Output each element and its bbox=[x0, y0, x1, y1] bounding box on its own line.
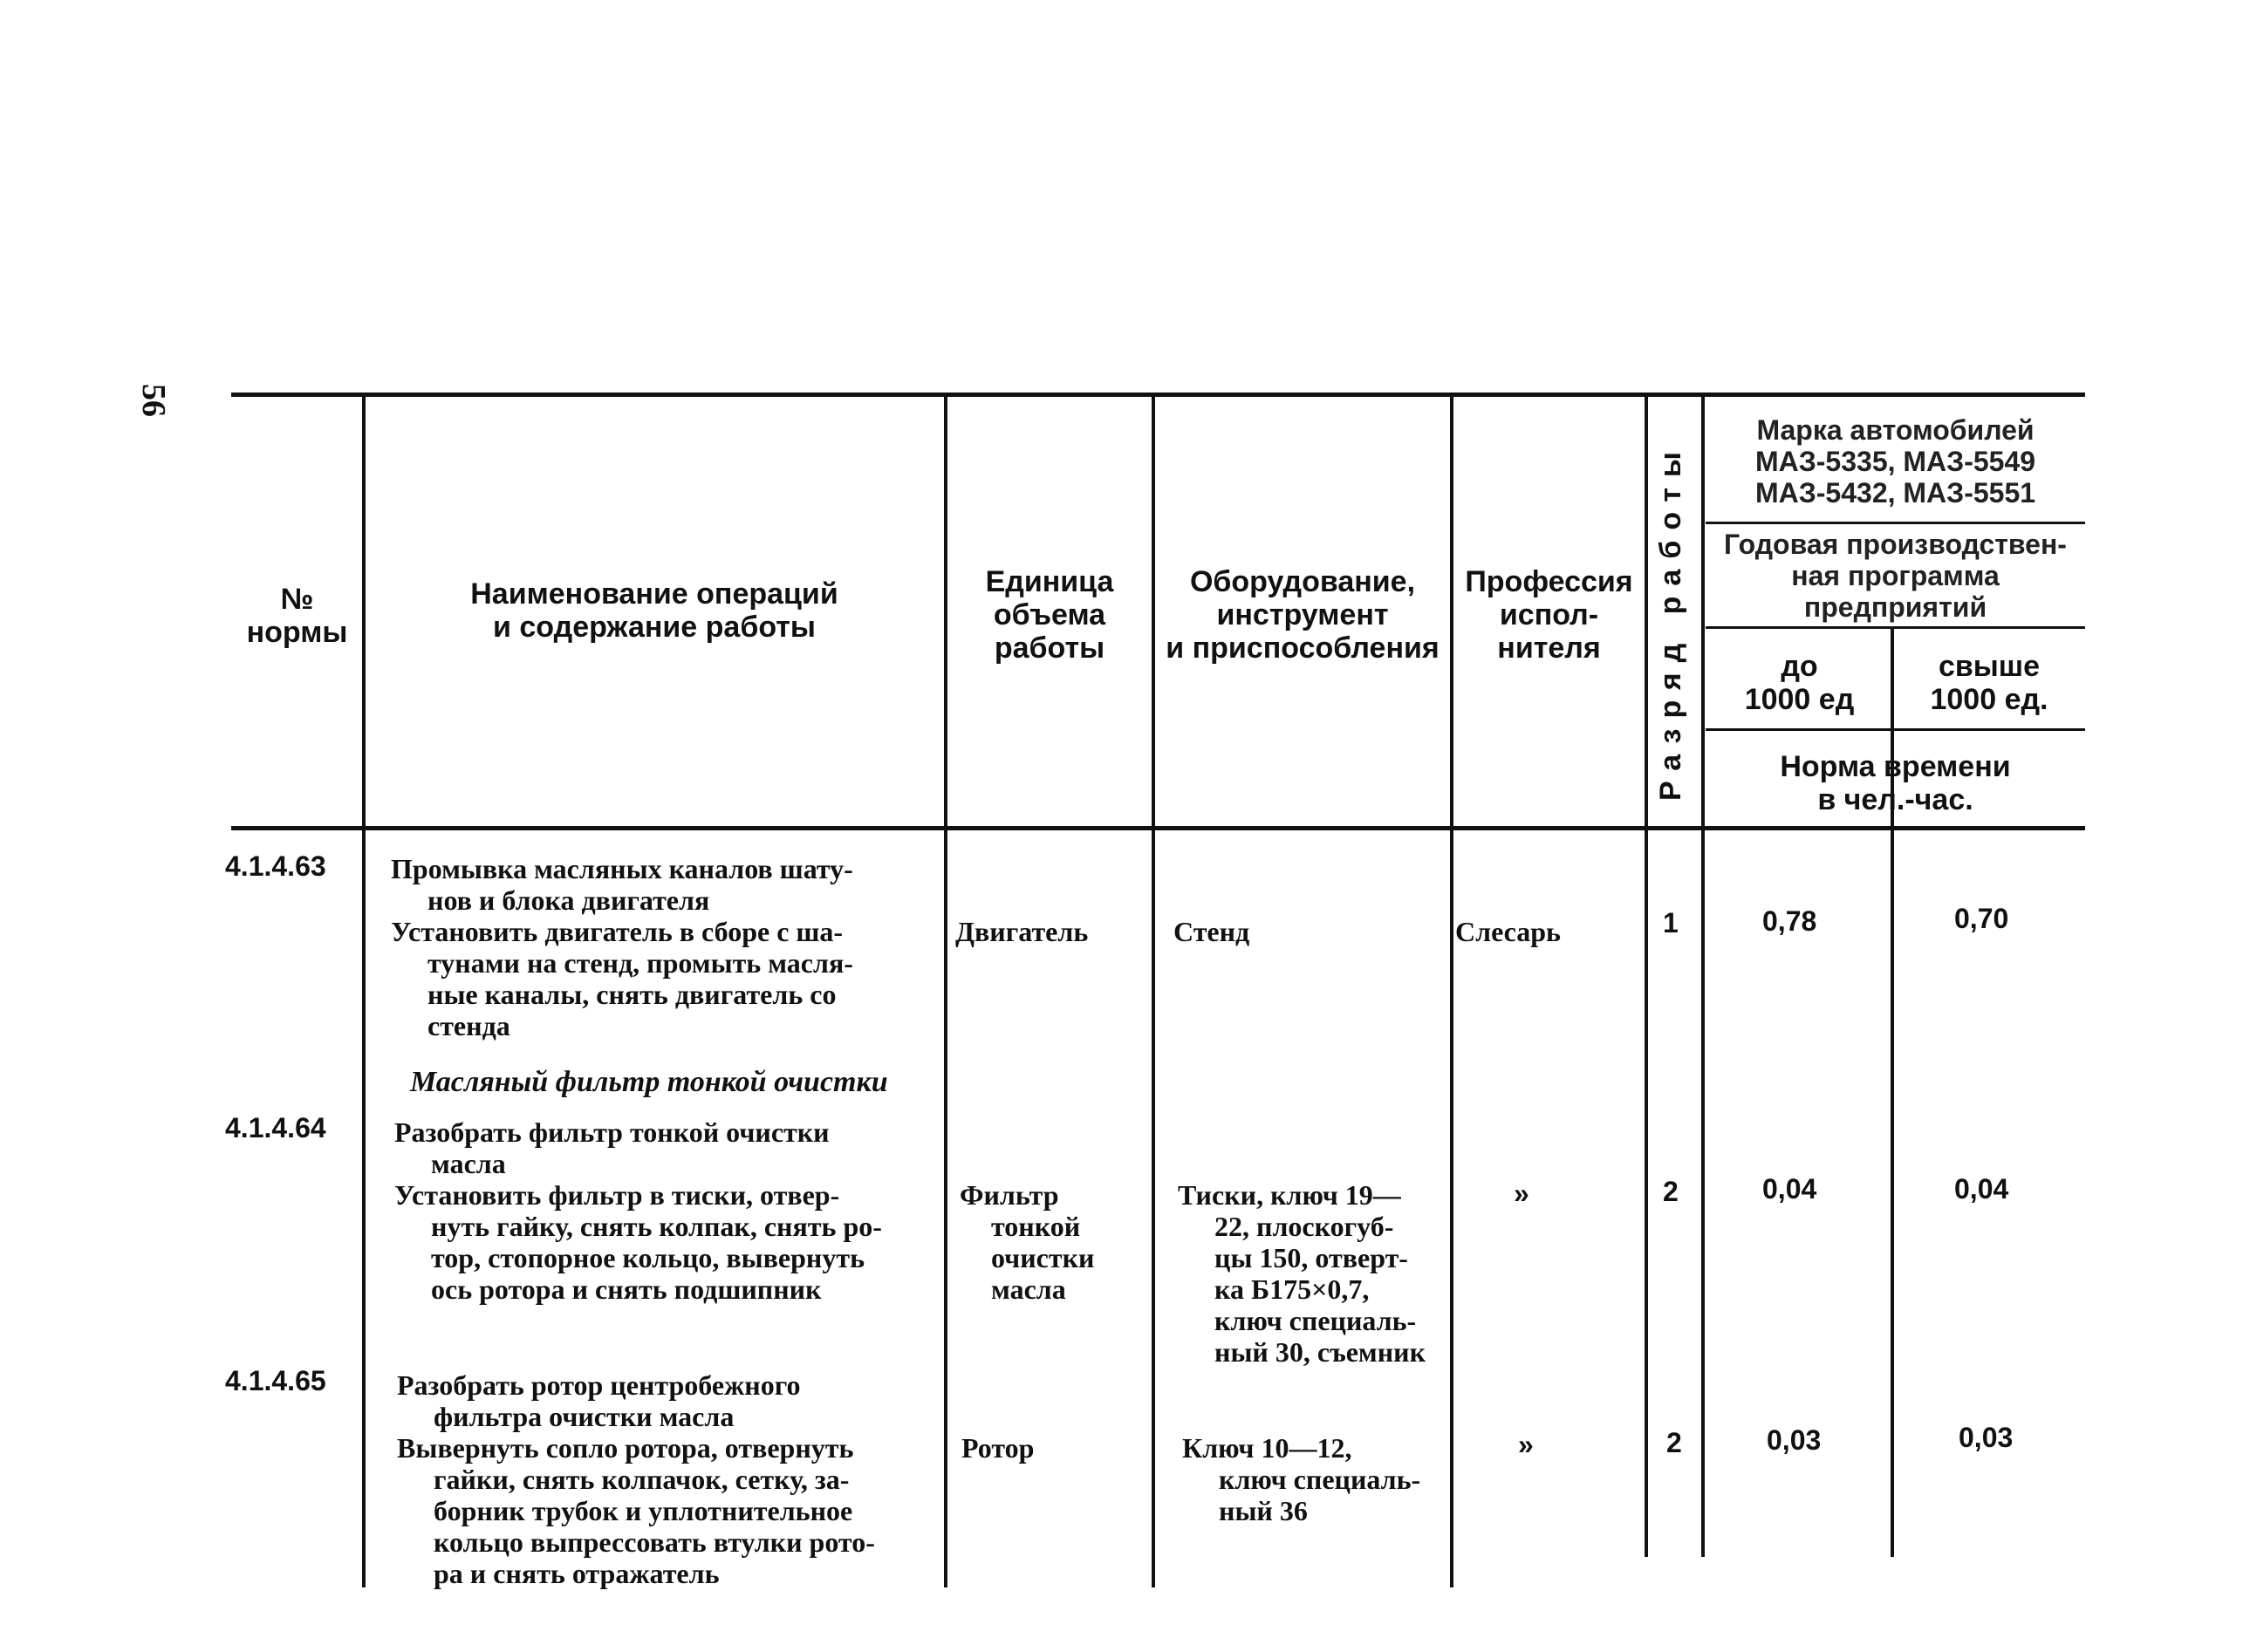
norm-code: 4.1.4.63 bbox=[225, 850, 326, 882]
page-number: 56 bbox=[135, 384, 172, 417]
col-divider-1 bbox=[362, 397, 366, 1587]
unit-cell: Двигатель bbox=[955, 916, 1089, 947]
equipment-cell: Тиски, ключ 19— 22, плоскогуб- цы 150, отверт- ка Б175×0,7, ключ специаль- ный 30, съемник bbox=[1178, 1179, 1426, 1368]
col-divider-5 bbox=[1645, 397, 1648, 1557]
header-threshold-rule bbox=[1706, 728, 2085, 731]
norm-upto-cell: 0,03 bbox=[1767, 1424, 1822, 1456]
section-heading: Масляный фильтр тонкой очистки bbox=[410, 1066, 888, 1098]
equipment-cell: Ключ 10—12, ключ специаль- ный 36 bbox=[1182, 1432, 1421, 1526]
header-unit: Единица объема работы bbox=[985, 565, 1114, 665]
norm-over-cell: 0,03 bbox=[1959, 1422, 2014, 1453]
norm-code: 4.1.4.64 bbox=[225, 1112, 326, 1143]
equipment-cell: Стенд bbox=[1173, 916, 1250, 947]
header-profession: Профессия испол- нителя bbox=[1465, 565, 1633, 665]
norm-upto-cell: 0,04 bbox=[1762, 1173, 1817, 1205]
header-equipment: Оборудование, инструмент и приспособления bbox=[1166, 565, 1440, 665]
operation-content: Установить фильтр в тиски, отвер- нуть гайку, снять колпак, снять ро- тор, стопорное кольцо, вывернуть ось ротора и снять подшипник bbox=[394, 1179, 882, 1305]
profession-cell: » bbox=[1518, 1429, 1534, 1460]
header-program-rule bbox=[1706, 626, 2085, 629]
grade-cell: 1 bbox=[1663, 907, 1679, 939]
operation-content: Установить двигатель в сборе с ша- тунами на стенд, промыть масля- ные каналы, снять двигатель со стенда bbox=[391, 916, 853, 1041]
header-up-to-1000: до 1000 ед bbox=[1744, 650, 1855, 716]
norm-upto-cell: 0,78 bbox=[1762, 905, 1817, 937]
header-operation: Наименование операций и содержание работы bbox=[470, 577, 838, 644]
unit-cell: Ротор bbox=[961, 1432, 1035, 1464]
header-model-rule bbox=[1706, 522, 2085, 524]
top-rule bbox=[231, 393, 2085, 397]
operation-title: Промывка масляных каналов шату- нов и блока двигателя bbox=[391, 853, 853, 916]
grade-cell: 2 bbox=[1663, 1176, 1679, 1207]
col-divider-4 bbox=[1450, 397, 1453, 1587]
operation-title: Разобрать фильтр тонкой очистки масла bbox=[394, 1116, 830, 1179]
norm-over-cell: 0,70 bbox=[1954, 903, 2009, 934]
header-vehicle-models: Марка автомобилей МАЗ-5335, МАЗ-5549 МАЗ-5432, МАЗ-5551 bbox=[1754, 414, 2036, 509]
unit-cell: Фильтр тонкой очистки масла bbox=[960, 1179, 1095, 1305]
operation-title: Разобрать ротор центробежного фильтра очистки масла bbox=[397, 1369, 801, 1432]
grade-cell: 2 bbox=[1666, 1427, 1682, 1458]
col-divider-6 bbox=[1701, 397, 1705, 1557]
header-bottom-rule bbox=[231, 826, 2085, 830]
profession-cell: » bbox=[1514, 1178, 1529, 1209]
header-norm-number: № нормы bbox=[246, 583, 348, 649]
col-divider-3 bbox=[1152, 397, 1155, 1587]
header-grade: Разряд работы bbox=[1654, 441, 1687, 801]
norm-code: 4.1.4.65 bbox=[225, 1365, 326, 1396]
profession-cell: Слесарь bbox=[1455, 916, 1561, 947]
header-annual-program: Годовая производствен- ная программа предприятий bbox=[1724, 529, 2067, 623]
header-norm-time: Норма времени в чел.-час. bbox=[1780, 750, 2011, 816]
header-over-1000: свыше 1000 ед. bbox=[1930, 650, 2048, 716]
operation-content: Вывернуть сопло ротора, отвернуть гайки, снять колпачок, сетку, за- борник трубок и уплотнительное кольцо выпрессовать втулки рото- ра и снять отражатель bbox=[397, 1432, 875, 1589]
norm-over-cell: 0,04 bbox=[1954, 1173, 2009, 1205]
